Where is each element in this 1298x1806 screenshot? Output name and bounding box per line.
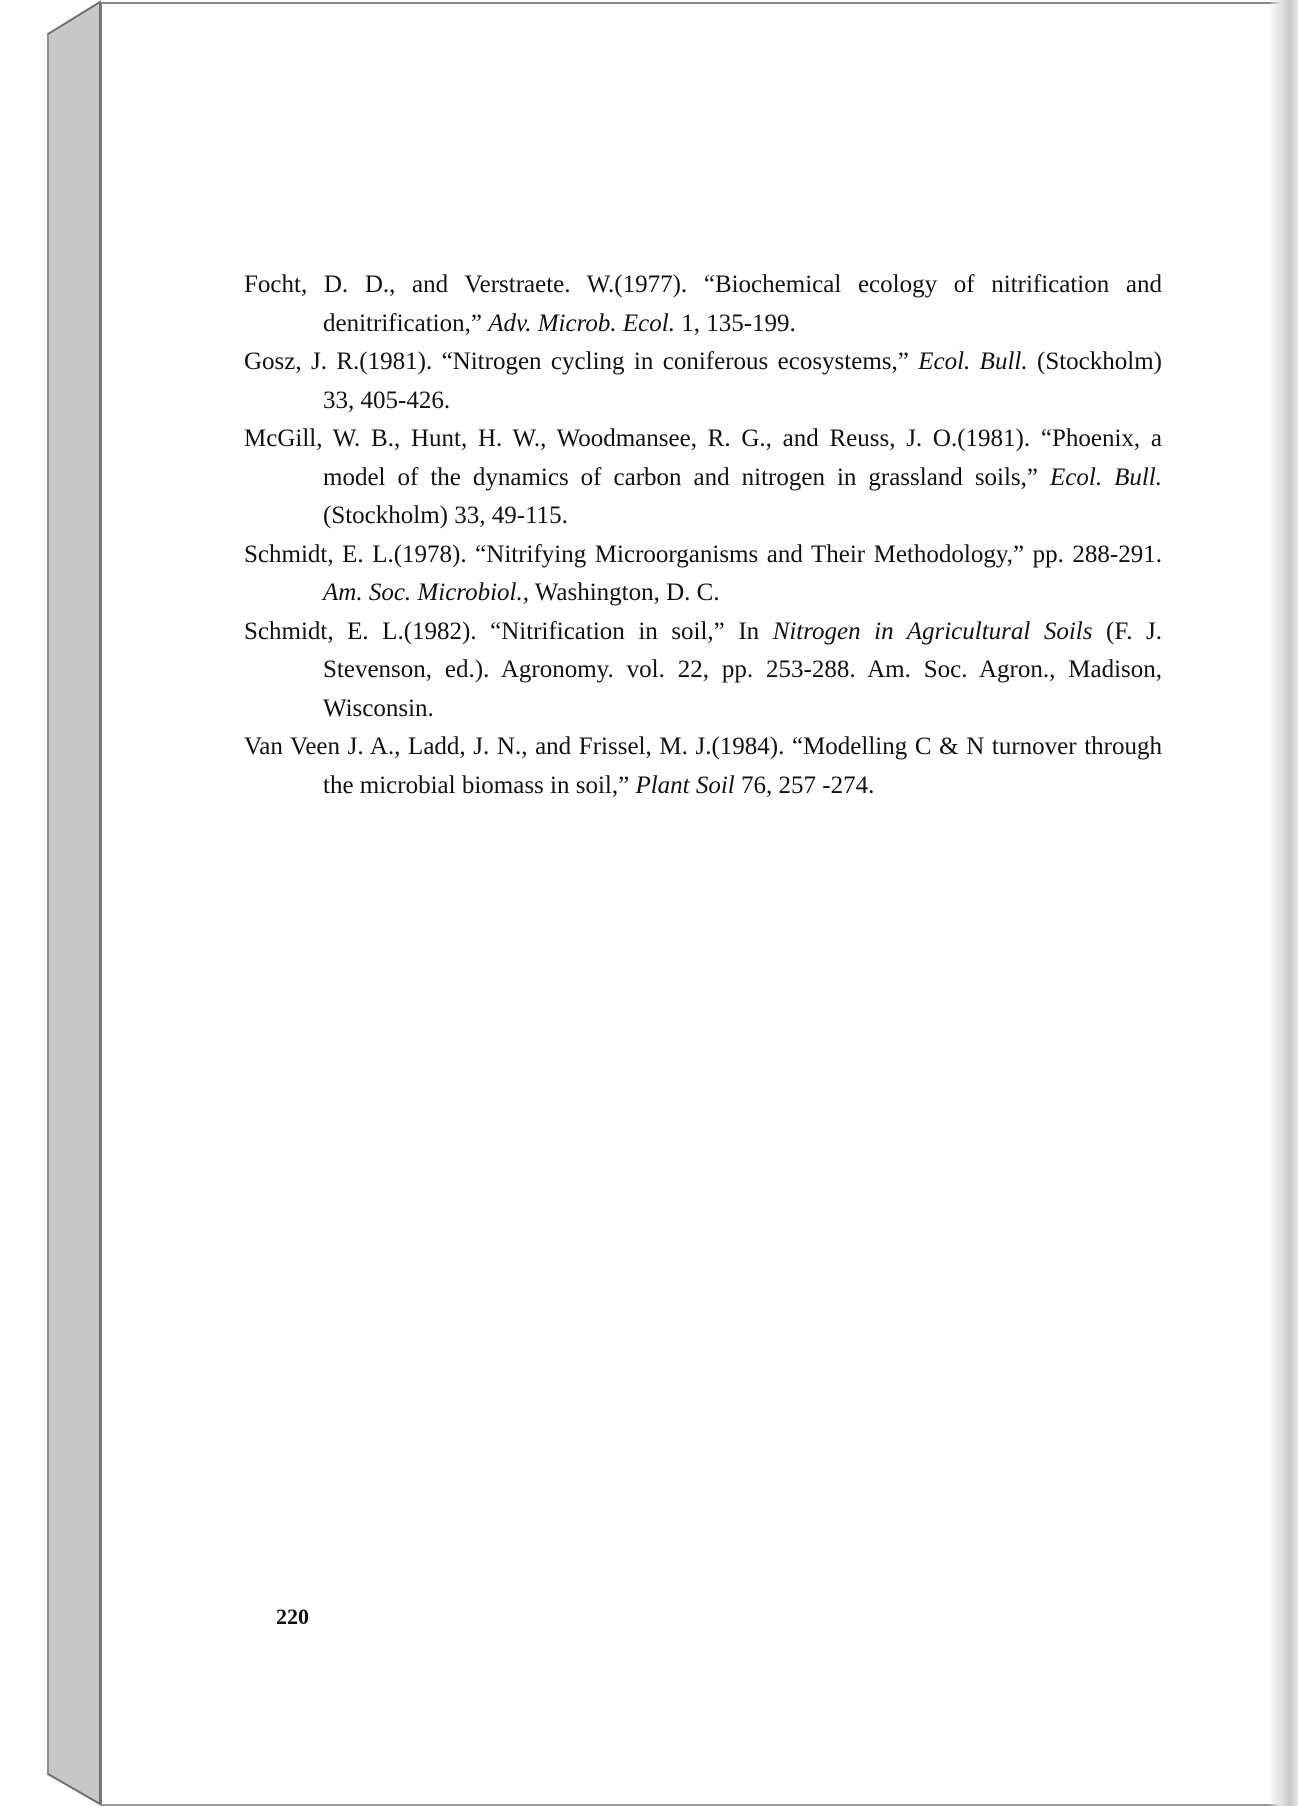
reference-entry <box>244 343 1162 420</box>
reference-entry <box>244 728 1162 805</box>
reference-journal-title: Plant Soil <box>635 771 735 799</box>
reference-entry <box>244 266 1162 343</box>
reference-journal-title: Nitrogen in Agricultural Soils <box>772 617 1093 645</box>
reference-text: (Stockholm) 33, 49-115. <box>323 502 568 529</box>
reference-list <box>244 266 1162 805</box>
reference-journal-title: Am. Soc. Microbiol., <box>323 579 529 606</box>
reference-text: Schmidt, E. L.(1982). “Nitrification in soil,” In <box>244 617 773 645</box>
reference-text: 1, 135-199. <box>674 309 796 337</box>
reference-journal-title: Ecol. Bull. <box>918 348 1028 375</box>
reference-text: McGill, W. B., Hunt, H. W., Woodmansee, R. G., and Reuss, J. O.(1981). “Phoenix, a model of the dynamics of carbon and nitrogen in grassland soils,” <box>244 425 1162 491</box>
reference-text: Schmidt, E. L.(1978). “Nitrifying Microorganisms and Their Methodology,” pp. 288-291. <box>244 540 1162 568</box>
reference-text: (F. J. Stevenson, ed.). Agronomy. vol. 22, pp. 253-288. Am. Soc. Agron., Madison, Wisconsin. <box>323 617 1163 722</box>
reference-text: 76, 257 -274. <box>734 771 875 799</box>
page-edge-shadow <box>1268 0 1298 1806</box>
reference-text: Washington, D. C. <box>528 579 720 606</box>
reference-text: Gosz, J. R.(1981). “Nitrogen cycling in coniferous ecosystems,” <box>244 348 919 375</box>
reference-entry <box>244 613 1162 729</box>
reference-journal-title: Adv. Microb. Ecol. <box>488 309 675 337</box>
reference-entry <box>244 536 1162 613</box>
reference-text: Van Veen J. A., Ladd, J. N., and Frissel, M. J.(1984). “Modelling C & N turnover through the microbial biomass in soil,” <box>244 733 1162 799</box>
reference-text: (Stockholm) 33, 405-426. <box>323 348 1162 414</box>
reference-journal-title: Ecol. Bull. <box>1050 463 1162 491</box>
reference-entry <box>244 420 1162 536</box>
page-number: 220 <box>276 1604 309 1629</box>
reference-text: Focht, D. D., and Verstraete. W.(1977). “Biochemical ecology of nitrification and denitrification,” <box>244 271 1162 337</box>
